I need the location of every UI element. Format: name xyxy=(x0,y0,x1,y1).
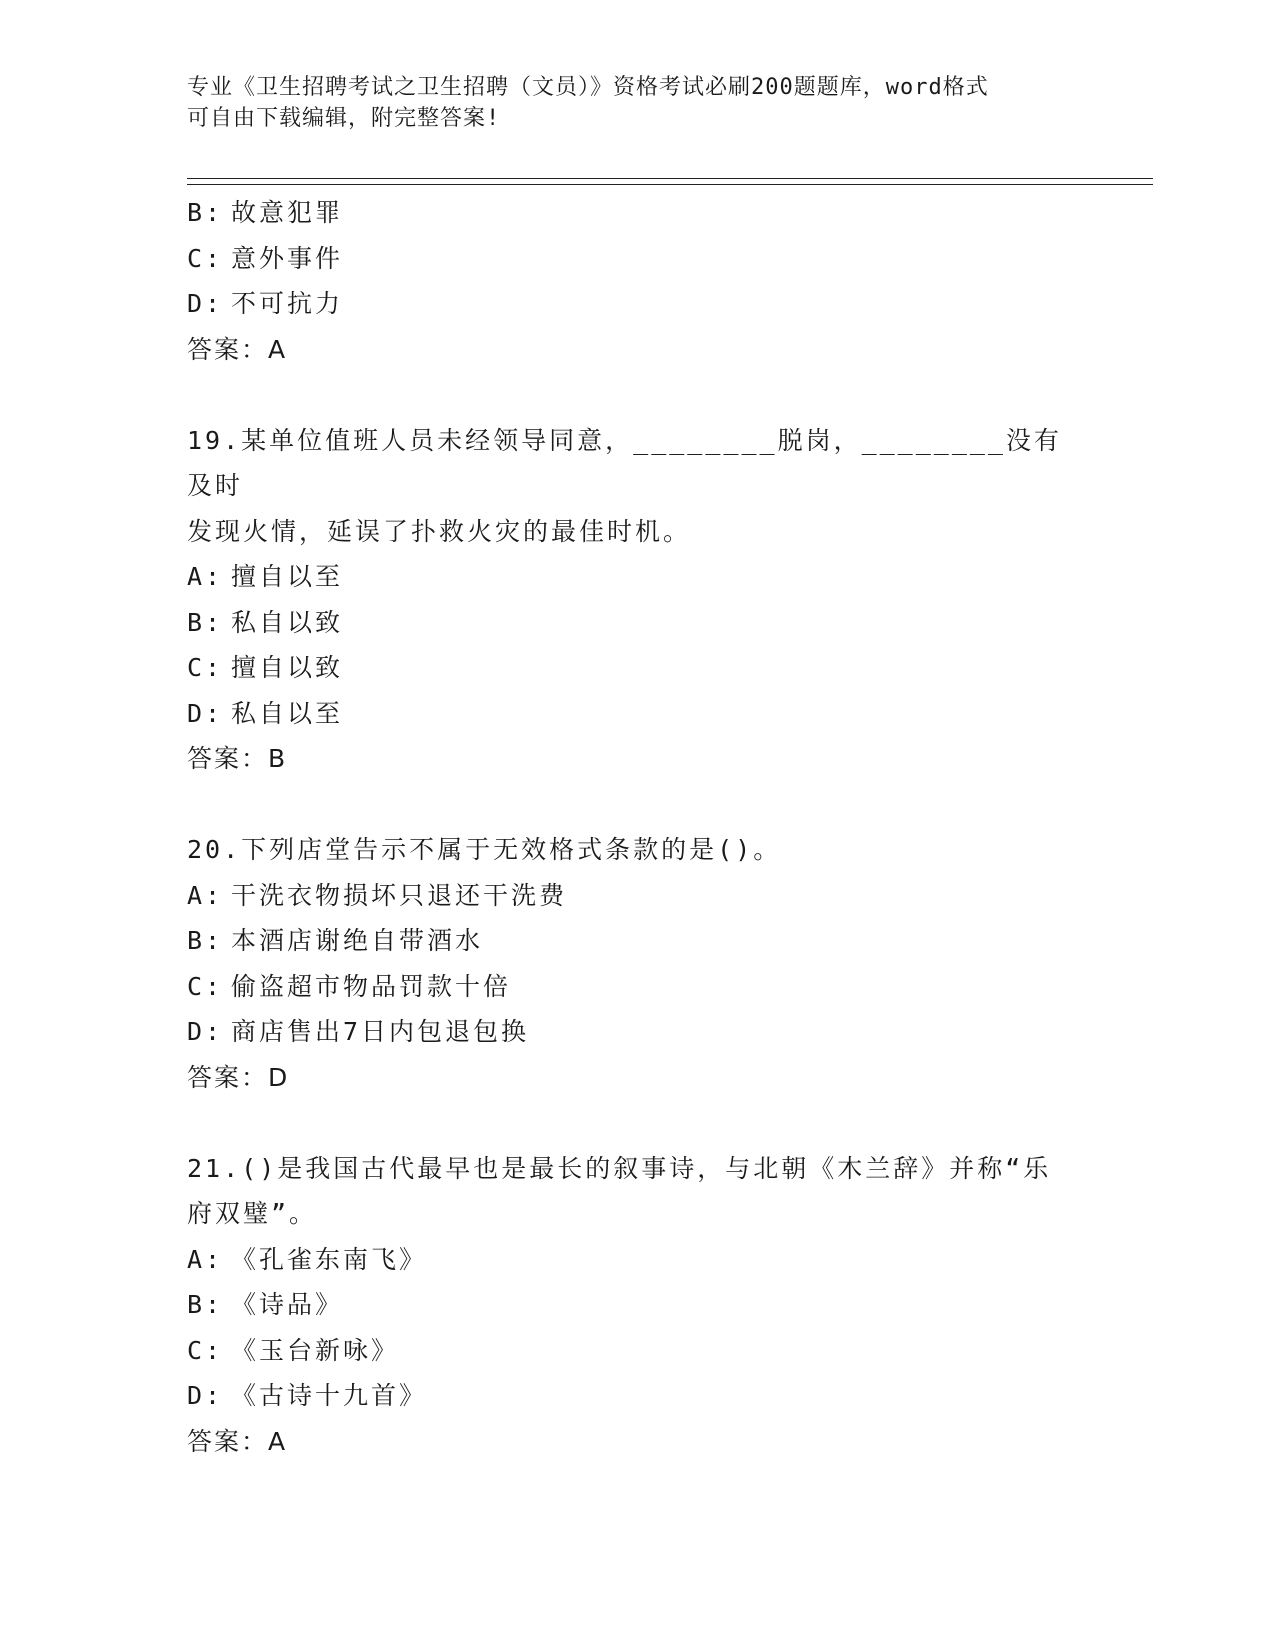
option-b: B: 故意犯罪 xyxy=(187,198,344,227)
option-d: D: 不可抗力 xyxy=(187,289,344,318)
question-text-line-1: 19.某单位值班人员未经领导同意，________脱岗，________没有及时 xyxy=(187,425,1062,500)
header-divider-bottom xyxy=(187,184,1153,185)
document-header xyxy=(187,72,1067,134)
option-b: B: 《诗品》 xyxy=(187,1290,344,1319)
option-a: A: 擅自以至 xyxy=(187,562,344,591)
answer-line: 答案：B xyxy=(187,744,288,773)
option-b: B: 私自以致 xyxy=(187,607,344,637)
question-21 xyxy=(187,1146,1087,1465)
option-d: D: 《古诗十九首》 xyxy=(187,1381,428,1410)
question-text-line-2: 发现火情，延误了扑救火灾的最佳时机。 xyxy=(187,516,692,546)
option-a: A: 《孔雀东南飞》 xyxy=(187,1244,428,1274)
answer-line: 答案：A xyxy=(187,1426,288,1456)
header-divider-top xyxy=(187,178,1153,179)
header-line-1: 专业《卫生招聘考试之卫生招聘（文员）》资格考试必刷200题题库，word格式 xyxy=(187,75,989,100)
question-text-line-1: 21.()是我国古代最早也是最长的叙事诗，与北朝《木兰辞》并称“乐 xyxy=(187,1153,1052,1183)
question-text-line-1: 20.下列店堂告示不属于无效格式条款的是()。 xyxy=(187,835,782,864)
option-a: A: 干洗衣物损坏只退还干洗费 xyxy=(187,880,568,910)
question-20 xyxy=(187,827,1087,1100)
question-list xyxy=(187,190,1087,1464)
option-c: C: 擅自以致 xyxy=(187,653,344,682)
answer-line: 答案：D xyxy=(187,1062,290,1092)
option-c: C: 意外事件 xyxy=(187,243,344,273)
header-line-2: 可自由下载编辑，附完整答案! xyxy=(187,106,501,131)
option-b: B: 本酒店谢绝自带酒水 xyxy=(187,926,484,955)
prev-question-block xyxy=(187,190,1087,372)
question-19 xyxy=(187,418,1087,782)
option-d: D: 私自以至 xyxy=(187,698,344,728)
answer-line: 答案：A xyxy=(187,334,288,364)
option-c: C: 《玉台新咏》 xyxy=(187,1335,400,1365)
option-c: C: 偷盗超市物品罚款十倍 xyxy=(187,971,512,1001)
option-d: D: 商店售出7日内包退包换 xyxy=(187,1017,530,1046)
question-text-line-2: 府双璧”。 xyxy=(187,1199,318,1228)
